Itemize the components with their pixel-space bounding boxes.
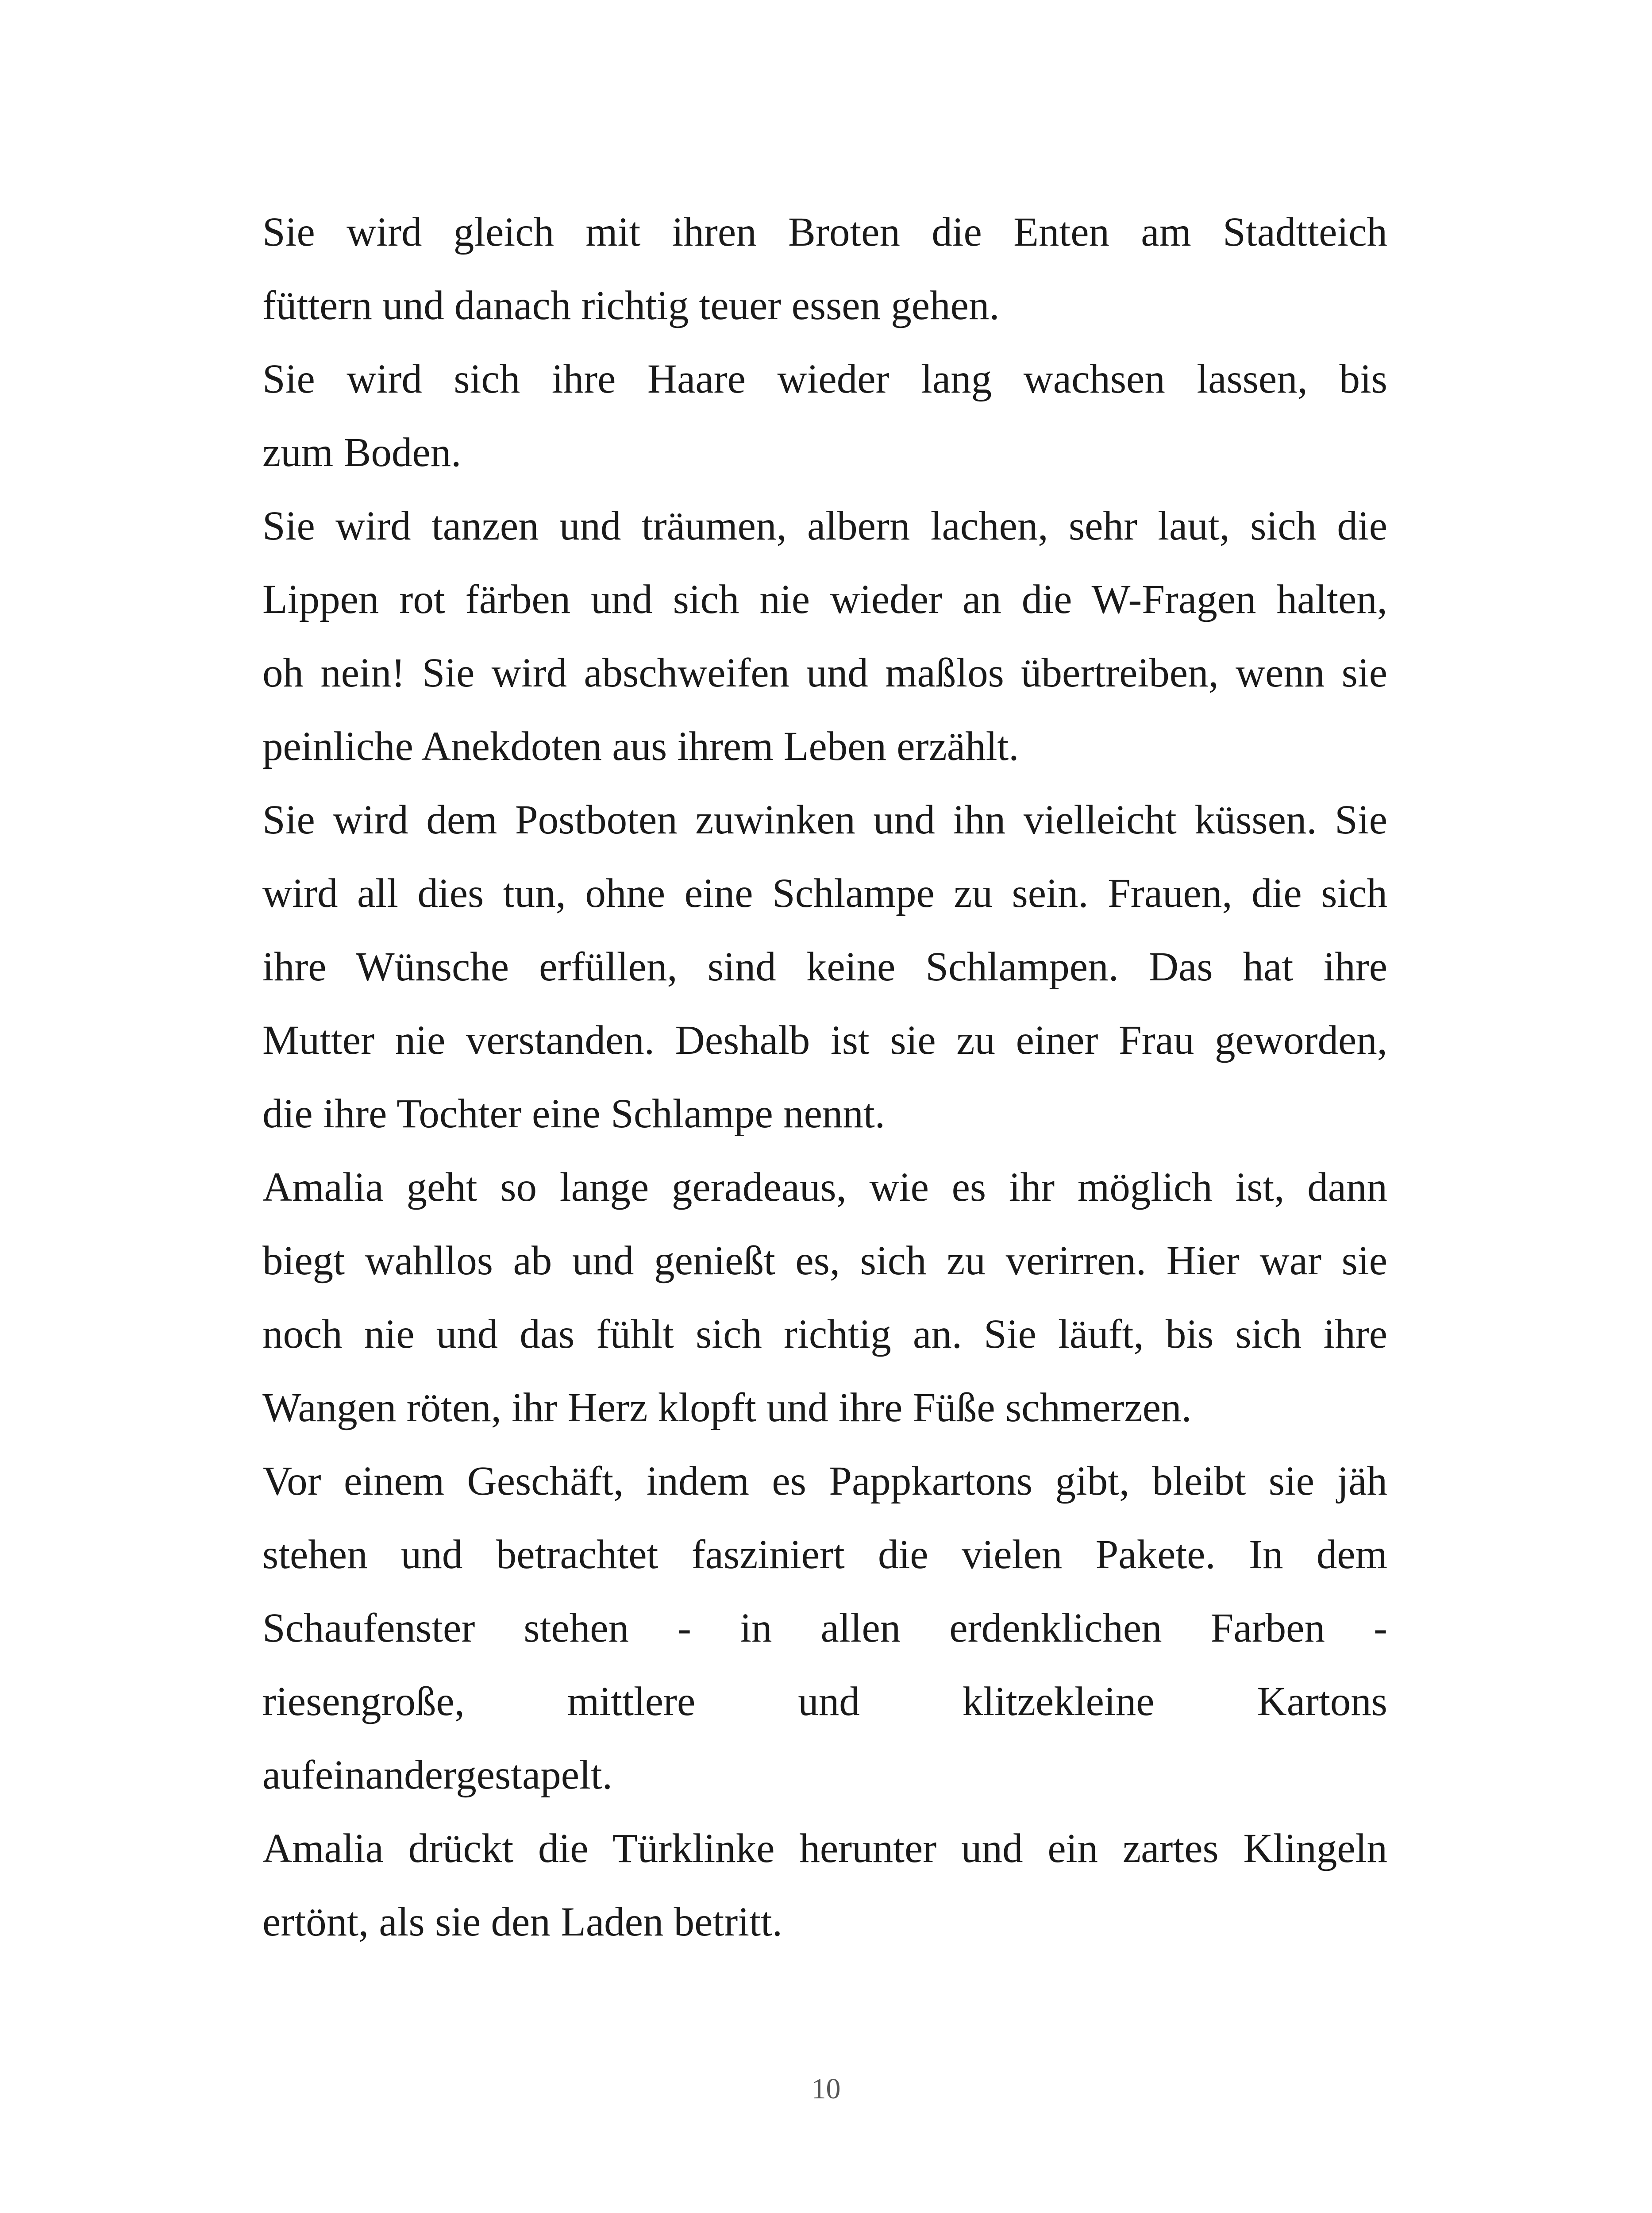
text-line: wird all dies tun, ohne eine Schlampe zu sein. Frauen, die sich — [262, 871, 1387, 916]
text-line: die ihre Tochter eine Schlampe nennt. — [262, 1091, 885, 1137]
text-line: Sie wird tanzen und träumen, albern lachen, sehr laut, sich die — [262, 503, 1387, 549]
text-line: riesengroße, mittlere und klitzekleine Kartons — [262, 1679, 1387, 1724]
text-line: zum Boden. — [262, 430, 462, 475]
text-line: oh nein! Sie wird abschweifen und maßlos übertreiben, wenn sie — [262, 650, 1387, 696]
text-line: ertönt, als sie den Laden betritt. — [262, 1899, 783, 1945]
text-line: ihre Wünsche erfüllen, sind keine Schlampen. Das hat ihre — [262, 944, 1387, 990]
page-number: 10 — [811, 2073, 841, 2105]
text-line: füttern und danach richtig teuer essen gehen. — [262, 283, 1000, 328]
text-line: Amalia drückt die Türklinke herunter und ein zartes Klingeln — [262, 1826, 1387, 1871]
text-line: noch nie und das fühlt sich richtig an. Sie läuft, bis sich ihre — [262, 1311, 1387, 1357]
text-line: Sie wird gleich mit ihren Broten die Enten am Stadtteich — [262, 209, 1387, 255]
body-text — [262, 196, 1387, 1959]
text-line: Sie wird dem Postboten zuwinken und ihn vielleicht küssen. Sie — [262, 797, 1387, 843]
text-line: Vor einem Geschäft, indem es Pappkartons gibt, bleibt sie jäh — [262, 1458, 1387, 1504]
text-line: biegt wahllos ab und genießt es, sich zu verirren. Hier war sie — [262, 1238, 1387, 1284]
text-line: Lippen rot färben und sich nie wieder an die W-Fragen halten, — [262, 577, 1387, 622]
text-line: Mutter nie verstanden. Deshalb ist sie zu einer Frau geworden, — [262, 1018, 1387, 1063]
text-line: peinliche Anekdoten aus ihrem Leben erzählt. — [262, 724, 1019, 769]
text-line: Schaufenster stehen - in allen erdenklichen Farben - — [262, 1605, 1387, 1651]
text-line: Sie wird sich ihre Haare wieder lang wachsen lassen, bis — [262, 356, 1387, 402]
text-line: Wangen röten, ihr Herz klopft und ihre Füße schmerzen. — [262, 1385, 1192, 1430]
text-line: stehen und betrachtet fasziniert die vielen Pakete. In dem — [262, 1532, 1387, 1577]
text-line: Amalia geht so lange geradeaus, wie es ihr möglich ist, dann — [262, 1164, 1387, 1210]
text-line: aufeinandergestapelt. — [262, 1752, 612, 1798]
